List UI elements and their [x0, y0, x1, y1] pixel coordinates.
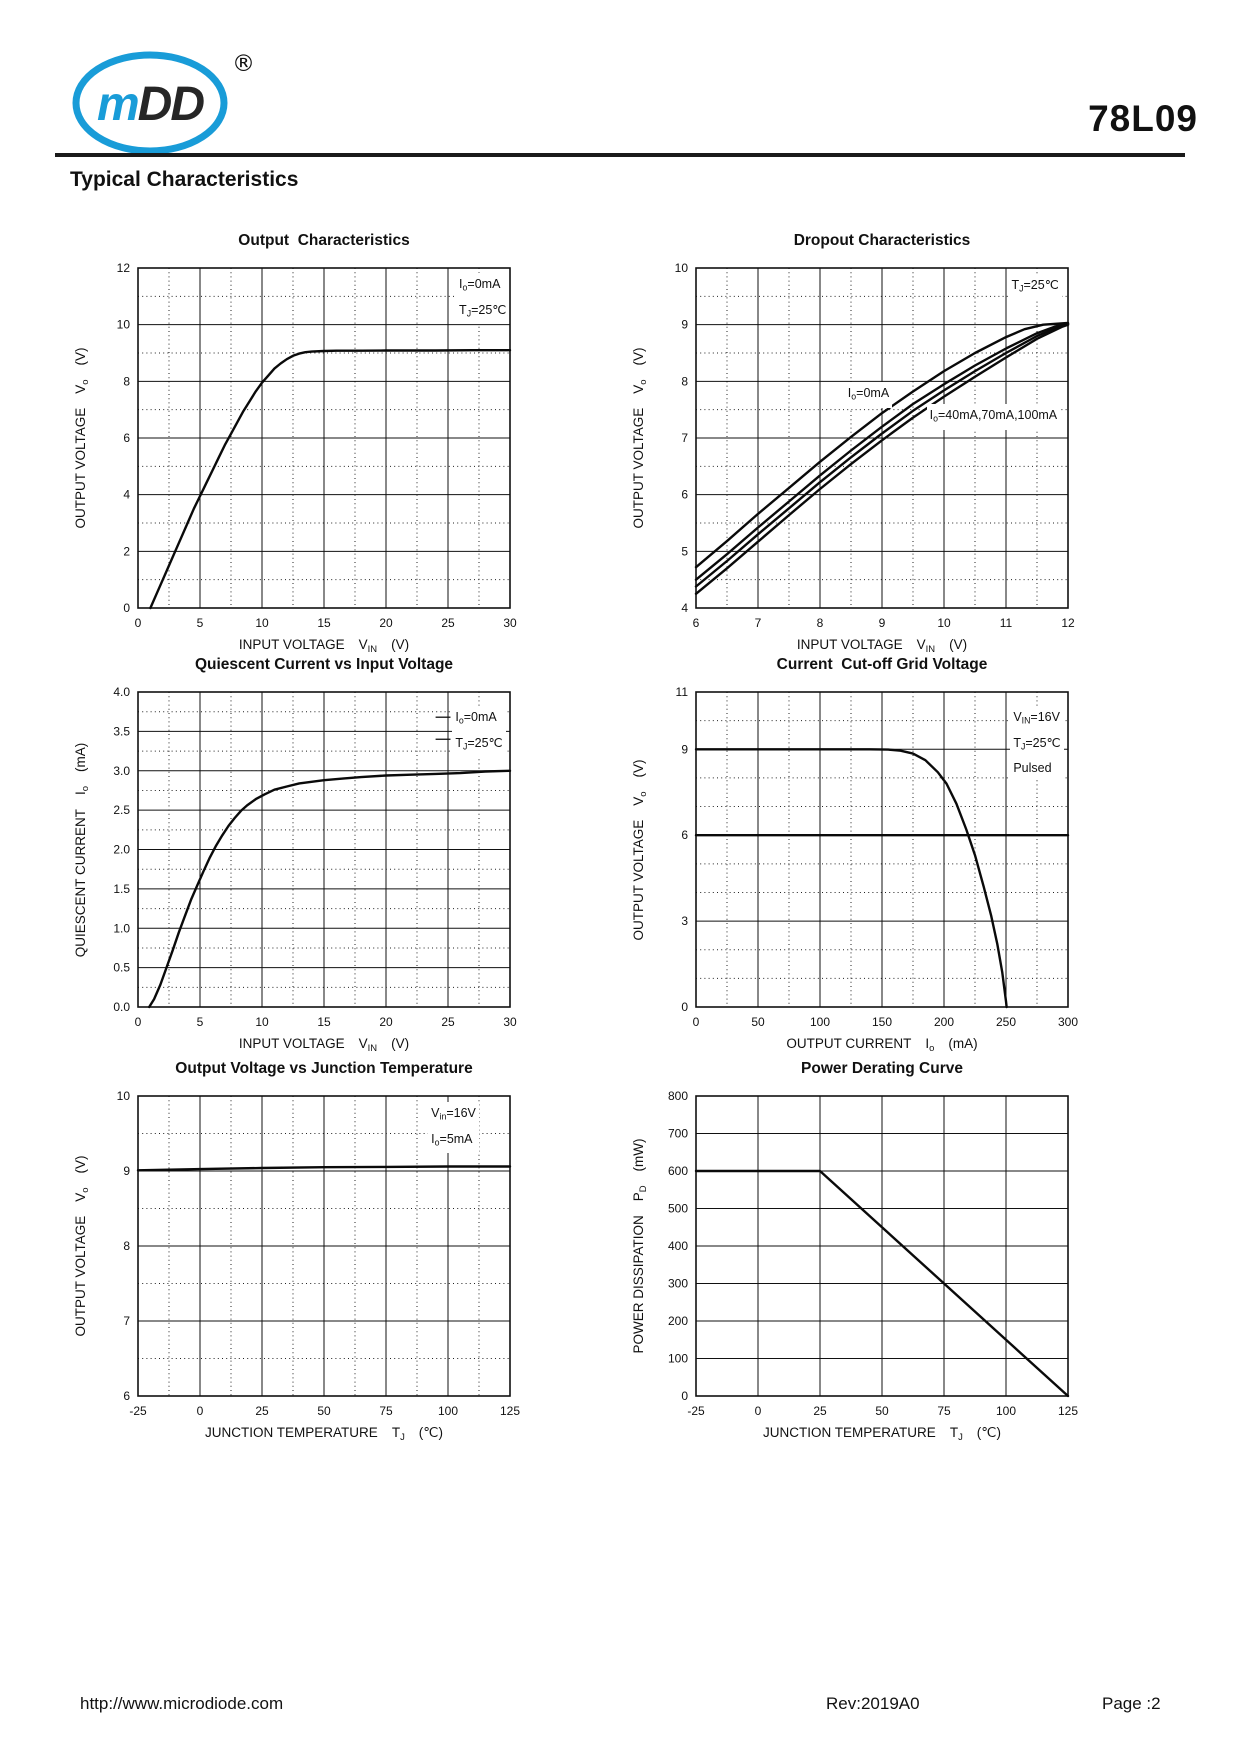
x-tick-label: 50 [751, 1015, 765, 1029]
axis-symbol: P [631, 1192, 647, 1202]
axis-unit: (V) [391, 637, 410, 652]
chart-block-5 [58, 1056, 528, 1443]
x-tick-label: 200 [933, 1015, 955, 1029]
y-tick-label: 0 [681, 1389, 688, 1403]
x-tick-label: 25 [441, 616, 455, 630]
x-tick-label: 5 [196, 1015, 204, 1029]
label-text: I [455, 710, 459, 725]
chart-title: Output Characteristics [238, 232, 410, 249]
y-tick-label: 8 [123, 1239, 130, 1253]
chart-title: Output Voltage vs Junction Temperature [175, 1060, 473, 1077]
annotation-line [1013, 757, 1060, 779]
subscript-text: J [1019, 283, 1024, 294]
axis-unit: (V) [73, 347, 89, 366]
part-number: 78L09 [1088, 98, 1198, 139]
footer-url[interactable]: http://www.microdiode.com [80, 1694, 284, 1713]
label-text: =25℃ [467, 735, 503, 750]
axis-label-text: JUNCTION TEMPERATURE [763, 1425, 936, 1440]
y-axis-title [631, 759, 649, 940]
axis-symbol-subscript: o [637, 790, 649, 797]
chart-canvas [616, 1086, 1086, 1424]
chart-block-4 [616, 652, 1086, 1054]
axis-symbol-subscript: o [79, 785, 91, 791]
x-tick-label: 75 [379, 1404, 393, 1418]
y-tick-label: 9 [681, 317, 688, 332]
y-tick-label: 3.5 [113, 724, 130, 739]
y-tick-label: 0.0 [113, 1000, 130, 1014]
x-tick-label: 12 [1061, 616, 1075, 630]
axis-symbol-subscript: IN [367, 643, 378, 655]
plot-area [58, 1086, 528, 1424]
plot-area [616, 1086, 1086, 1424]
x-tick-label: 100 [809, 1015, 831, 1029]
y-tick-label: 2 [123, 544, 130, 559]
x-tick-label: 7 [754, 616, 762, 630]
x-axis-title [696, 1425, 1068, 1443]
subscript-text: in [439, 1111, 447, 1122]
label-text: T [1013, 735, 1021, 750]
axis-symbol: T [949, 1425, 959, 1440]
chart-canvas [616, 258, 1086, 636]
subscript-text: o [851, 391, 857, 402]
x-tick-label: 125 [1057, 1404, 1079, 1418]
y-tick-label: 300 [667, 1276, 688, 1291]
page-footer [0, 1694, 1240, 1724]
axis-symbol: V [916, 637, 926, 652]
annotation-line [1013, 706, 1060, 732]
label-text: I [459, 277, 463, 292]
x-tick-label: 10 [937, 616, 951, 630]
label-text: =0mA [463, 710, 497, 725]
label-text: V [1013, 710, 1022, 725]
y-tick-label: 400 [667, 1239, 688, 1253]
chart-title: Current Cut-off Grid Voltage [776, 656, 988, 673]
y-tick-label: 3 [681, 914, 688, 929]
x-axis-title [696, 1036, 1068, 1054]
annotation-line [848, 382, 889, 408]
axis-label-text: OUTPUT VOLTAGE [631, 407, 647, 529]
subscript-text: IN [1021, 715, 1031, 726]
axis-unit: (mA) [73, 742, 89, 772]
y-axis-title [631, 1138, 649, 1353]
footer-page: Page :2 [1102, 1694, 1161, 1713]
axis-unit: (℃) [976, 1425, 1001, 1440]
x-tick-label: 5 [196, 616, 204, 630]
y-tick-label: 800 [667, 1089, 688, 1103]
y-tick-label: 6 [123, 1389, 130, 1403]
plot-area [616, 258, 1086, 636]
axis-symbol: V [73, 1192, 89, 1202]
y-tick-label: 7 [123, 1314, 130, 1328]
axis-label-text: OUTPUT CURRENT [786, 1036, 912, 1051]
label-text: =0mA [467, 277, 501, 292]
annotation-line [1013, 732, 1060, 758]
axis-unit: (mA) [948, 1036, 978, 1051]
x-tick-label: 100 [437, 1404, 459, 1418]
y-tick-label: 4 [681, 601, 688, 615]
chart-title: Dropout Characteristics [793, 232, 971, 249]
y-tick-label: 0 [123, 601, 130, 615]
label-text: T [459, 302, 467, 317]
y-tick-label: 200 [667, 1314, 688, 1328]
y-tick-label: 500 [667, 1201, 688, 1216]
annotation-line [930, 404, 1058, 430]
axis-symbol: V [358, 637, 368, 652]
axis-symbol-subscript: J [958, 1431, 963, 1443]
x-axis-title [138, 1425, 510, 1443]
label-text: I [431, 1131, 435, 1146]
axis-symbol-subscript: o [637, 379, 649, 385]
label-text: T [455, 735, 463, 750]
x-tick-label: 0 [134, 616, 142, 630]
x-tick-label: 30 [503, 1015, 517, 1029]
subscript-text: J [462, 741, 468, 752]
y-tick-label: 10 [116, 317, 130, 332]
registered-trademark-icon: ® [232, 51, 255, 77]
axis-label-text: POWER DISSIPATION [631, 1215, 647, 1354]
y-tick-label: 2.0 [113, 842, 130, 857]
y-tick-label: 0.5 [113, 960, 130, 975]
axis-unit: (V) [631, 758, 647, 777]
y-tick-label: 9 [123, 1164, 130, 1178]
x-tick-label: 20 [379, 616, 393, 630]
subscript-text: J [1020, 741, 1026, 752]
logo-text: mDD [96, 78, 204, 131]
chart-annotation [927, 404, 1061, 430]
x-tick-label: 0 [134, 1015, 142, 1029]
x-tick-label: 0 [754, 1404, 762, 1418]
x-tick-label: 125 [499, 1404, 521, 1418]
axis-symbol-subscript: IN [367, 1042, 378, 1054]
label-text: =16V [446, 1106, 476, 1120]
chart-annotation [452, 706, 505, 757]
annotation-line [431, 1102, 476, 1128]
chart-annotation [456, 273, 509, 324]
axis-unit: (V) [631, 347, 647, 366]
annotation-line [1011, 274, 1058, 300]
y-axis-title [73, 1155, 91, 1336]
x-tick-label: 30 [503, 616, 517, 630]
x-tick-label: 50 [875, 1404, 889, 1418]
y-tick-label: 10 [116, 1089, 130, 1103]
y-tick-label: 6 [681, 828, 688, 843]
axis-unit: (℃) [418, 1425, 443, 1440]
chart-block-2 [616, 228, 1086, 655]
axis-label-text: OUTPUT VOLTAGE [73, 407, 89, 529]
y-tick-label: 0 [681, 1000, 688, 1014]
axis-symbol-subscript: o [79, 379, 91, 385]
x-tick-label: 25 [813, 1404, 827, 1418]
y-axis-title [631, 347, 649, 528]
chart-annotation [1010, 706, 1063, 779]
y-tick-label: 600 [667, 1164, 688, 1178]
annotation-line [459, 299, 506, 325]
axis-label-text: INPUT VOLTAGE [796, 637, 903, 652]
label-text: =40mA,70mA,100mA [937, 408, 1058, 422]
axis-symbol-subscript: o [929, 1042, 935, 1054]
y-tick-label: 8 [681, 374, 688, 389]
axis-symbol: V [631, 796, 647, 806]
chart-block-6 [616, 1056, 1086, 1443]
y-tick-label: 4.0 [113, 685, 130, 699]
x-tick-label: 20 [379, 1015, 393, 1029]
x-tick-label: 9 [878, 616, 886, 630]
y-axis-title [73, 742, 91, 957]
chart-annotation [428, 1102, 479, 1153]
axis-symbol: I [73, 790, 89, 795]
data-series-line [150, 350, 510, 608]
y-tick-label: 10 [674, 261, 688, 275]
axis-symbol-subscript: J [400, 1431, 405, 1443]
axis-label-text: INPUT VOLTAGE [238, 1036, 345, 1051]
subscript-text: o [434, 1137, 440, 1148]
x-tick-label: -25 [687, 1404, 705, 1418]
label-text: =5mA [439, 1131, 473, 1146]
subscript-text: J [466, 308, 472, 319]
chart-block-1 [58, 228, 528, 655]
x-tick-label: 50 [317, 1404, 331, 1418]
label-text: =0mA [856, 385, 890, 400]
axis-label-text: INPUT VOLTAGE [238, 637, 345, 652]
axis-symbol-subscript: D [637, 1185, 649, 1193]
subscript-text: o [458, 715, 464, 726]
plot-area [58, 682, 528, 1035]
y-tick-label: 11 [675, 685, 688, 699]
label-text: =25℃ [1025, 735, 1061, 750]
axis-unit: (V) [949, 637, 968, 652]
y-axis-title [73, 347, 91, 528]
x-tick-label: 0 [692, 1015, 700, 1029]
x-tick-label: 100 [995, 1404, 1017, 1418]
x-axis-title [138, 1036, 510, 1054]
y-tick-label: 4 [123, 487, 130, 502]
label-text: =16V [1030, 710, 1060, 725]
y-tick-label: 7 [681, 431, 688, 445]
axis-symbol: T [391, 1425, 401, 1440]
plot-area [616, 682, 1086, 1035]
axis-label-text: OUTPUT VOLTAGE [73, 1215, 89, 1337]
axis-unit: (V) [73, 1155, 89, 1174]
label-text: =25℃ [1023, 278, 1059, 293]
x-tick-label: 0 [196, 1404, 204, 1418]
chart-annotation [1008, 274, 1061, 300]
subscript-text: o [933, 413, 938, 424]
label-text: =25℃ [471, 302, 507, 317]
label-text: Pulsed [1013, 761, 1052, 776]
axis-unit: (mW) [631, 1138, 647, 1172]
y-tick-label: 700 [667, 1126, 688, 1141]
y-tick-label: 5 [681, 544, 688, 559]
x-tick-label: 75 [937, 1404, 951, 1418]
x-tick-label: 15 [317, 1015, 331, 1029]
y-tick-label: 1.5 [113, 881, 130, 896]
y-tick-label: 8 [123, 374, 130, 389]
x-tick-label: -25 [129, 1404, 147, 1418]
y-tick-label: 100 [667, 1351, 688, 1366]
x-tick-label: 15 [317, 616, 331, 630]
y-tick-label: 1.0 [113, 921, 130, 936]
y-tick-label: 6 [681, 487, 688, 502]
label-text: T [1011, 278, 1020, 293]
annotation-line [459, 273, 506, 299]
x-tick-label: 10 [255, 616, 269, 630]
x-tick-label: 11 [999, 616, 1013, 630]
x-tick-label: 6 [692, 616, 700, 630]
axis-symbol: V [358, 1036, 368, 1051]
footer-revision: Rev:2019A0 [826, 1694, 920, 1713]
y-tick-label: 12 [116, 261, 130, 275]
label-text: I [847, 385, 852, 400]
y-tick-label: 3.0 [113, 763, 130, 778]
annotation-line [431, 1128, 476, 1154]
axis-symbol: V [73, 384, 89, 394]
x-tick-label: 10 [255, 1015, 269, 1029]
axis-label-text: JUNCTION TEMPERATURE [205, 1425, 378, 1440]
axis-unit: (V) [391, 1036, 410, 1051]
y-tick-label: 9 [681, 742, 688, 757]
x-tick-label: 150 [871, 1015, 893, 1029]
subscript-text: o [462, 282, 468, 293]
x-tick-label: 300 [1057, 1015, 1079, 1029]
chart-annotation [845, 382, 892, 408]
axis-label-text: QUIESCENT CURRENT [73, 808, 89, 957]
axis-label-text: OUTPUT VOLTAGE [631, 819, 647, 941]
plot-area [58, 258, 528, 636]
chart-title: Quiescent Current vs Input Voltage [194, 656, 454, 673]
label-text: I [929, 408, 934, 422]
axis-symbol-subscript: o [79, 1187, 91, 1193]
section-title: Typical Characteristics [70, 168, 299, 191]
label-text: V [431, 1106, 440, 1120]
x-tick-label: 25 [441, 1015, 455, 1029]
axis-symbol-subscript: IN [925, 643, 936, 655]
axis-symbol: I [925, 1036, 930, 1051]
axis-symbol: V [631, 384, 647, 394]
annotation-line [455, 732, 502, 758]
chart-block-3 [58, 652, 528, 1054]
y-tick-label: 2.5 [113, 803, 130, 818]
x-tick-label: 250 [995, 1015, 1017, 1029]
annotation-line [455, 706, 502, 732]
x-tick-label: 8 [816, 616, 824, 630]
y-tick-label: 6 [123, 431, 130, 445]
data-series-line [696, 749, 1007, 1007]
chart-title: Power Derating Curve [801, 1060, 963, 1077]
x-tick-label: 25 [255, 1404, 269, 1418]
